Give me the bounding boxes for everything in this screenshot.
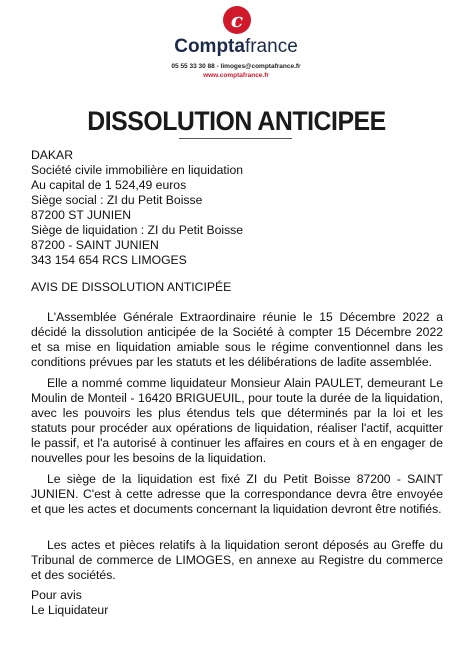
paragraph-text: Les actes et pièces relatifs à la liquidation seront déposés au Greffe du Tribunal de commerce de LIMOGES, en annexe au Registre du commerce et des sociétés. [31, 538, 443, 582]
logo-contact: 05 55 33 30 88 - limoges@comptafrance.fr [171, 63, 301, 70]
logo-name-bold: Compta [174, 36, 245, 57]
paragraph-text: L'Assemblée Générale Extraordinaire réunie le 15 Décembre 2022 a décidé la dissolution anticipée de la Société à compter 15 Décembre 2022 et sa mise en liquidation amiable sous le régime conventionnel dans les conditions prévues par les statuts et les délibérations de ladite assemblée. [31, 310, 443, 369]
paragraph-text: Le siège de la liquidation est fixé ZI du Petit Boisse 87200 - SAINT JUNIEN. C'est à cette adresse que la correspondance devra être envoyée et que les actes et documents concernant la liquidation devront être notifiés. [31, 472, 443, 516]
logo-mark-icon [223, 6, 251, 34]
page-title: DISSOLUTION ANTICIPEE [87, 106, 386, 136]
signature-line: Le Liquidateur [31, 603, 109, 617]
logo [161, 0, 311, 92]
company-address-block [31, 148, 243, 268]
address-line: 87200 ST JUNIEN [31, 208, 132, 222]
logo-name-light: france [244, 36, 298, 57]
address-line: DAKAR [31, 148, 73, 162]
notice-heading: AVIS DE DISSOLUTION ANTICIPÉE [31, 280, 232, 294]
address-line: 87200 - SAINT JUNIEN [31, 238, 159, 252]
logo-mark-letter: c [230, 8, 244, 32]
address-line: Siège social : ZI du Petit Boisse [31, 193, 203, 207]
logo-name [161, 36, 311, 58]
paragraph-resolution [31, 310, 443, 370]
paragraph-text: Elle a nommé comme liquidateur Monsieur Alain PAULET, demeurant Le Moulin de Monteil - 16420 BRIGUEUIL, pour toute la durée de la liquidation, avec les pouvoirs les plus étendus tels que déterminés par la loi et les statuts pour procéder aux opérations de liquidation, réaliser l'actif, acquitter le passif, et l'a autorisé à continuer les affaires en cours et à en engager de nouvelles pour les besoins de la liquidation. [31, 376, 443, 465]
address-line: Siège de liquidation : ZI du Petit Boisse [31, 223, 244, 237]
paragraph-filing [31, 538, 443, 583]
address-line: 343 154 654 RCS LIMOGES [31, 253, 187, 267]
title-underline [179, 138, 292, 139]
signature-line: Pour avis [31, 588, 82, 602]
signature-block [31, 588, 108, 618]
address-line: Société civile immobilière en liquidation [31, 163, 244, 177]
paragraph-liquidator [31, 376, 443, 466]
address-line: Au capital de 1 524,49 euros [31, 178, 187, 192]
paragraph-seat [31, 472, 443, 517]
logo-website: www.comptafrance.fr [203, 72, 269, 79]
